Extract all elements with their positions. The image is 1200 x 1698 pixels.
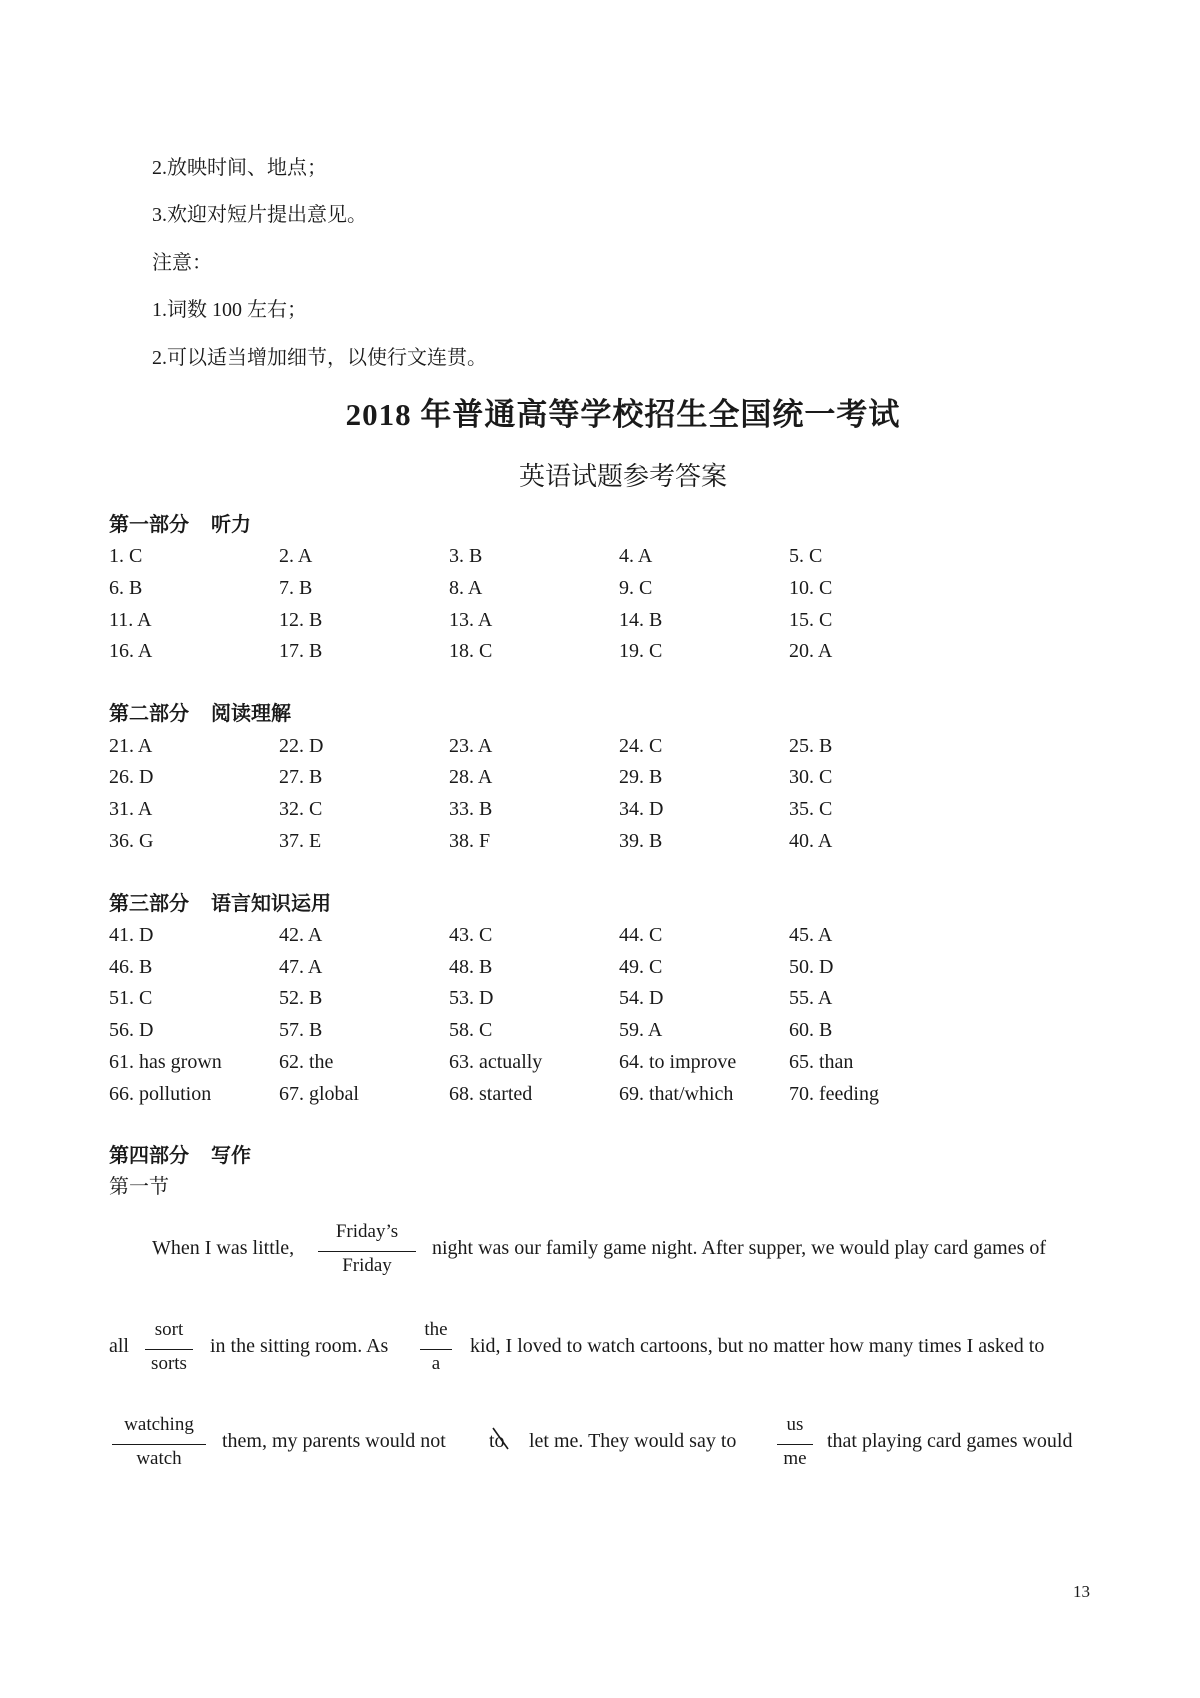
answer-item: 24. C xyxy=(619,735,663,757)
correction-replacement: sort xyxy=(154,1319,184,1340)
answer-item: 57. B xyxy=(279,1019,323,1041)
answer-item: 37. E xyxy=(279,830,322,852)
answer-item: 2. A xyxy=(279,545,313,567)
answer-item: 48. B xyxy=(449,956,493,978)
answer-item: 45. A xyxy=(789,924,833,946)
section-name: 语言知识运用 xyxy=(211,893,331,915)
answer-item: 34. D xyxy=(619,798,664,820)
answer-item: 17. B xyxy=(279,640,323,662)
subsection-label: 第一节 xyxy=(109,1176,169,1198)
answer-item: 10. C xyxy=(789,577,833,599)
correction-bar xyxy=(145,1349,193,1350)
section-part-label: 第三部分 xyxy=(109,893,189,915)
correction-original: a xyxy=(431,1353,441,1374)
answer-item: 43. C xyxy=(449,924,493,946)
instruction-line: 1.词数 100 左右； xyxy=(152,299,307,321)
section-heading-writing xyxy=(109,1144,251,1168)
answer-item: 60. B xyxy=(789,1019,833,1041)
answer-item: 16. A xyxy=(109,640,153,662)
answer-item: 7. B xyxy=(279,577,313,599)
answer-item: 26. D xyxy=(109,766,154,788)
answer-item: 25. B xyxy=(789,735,833,757)
answer-item: 14. B xyxy=(619,609,663,631)
correction-replacement: us xyxy=(786,1414,804,1435)
section-heading-language-use xyxy=(109,892,331,916)
answer-row xyxy=(0,796,1200,822)
answer-row xyxy=(0,985,1200,1011)
answer-item: 11. A xyxy=(109,609,152,631)
answer-item: 12. B xyxy=(279,609,323,631)
answer-item: 40. A xyxy=(789,830,833,852)
instruction-line: 2.可以适当增加细节，以使行文连贯。 xyxy=(152,347,487,369)
answer-row xyxy=(0,1081,1200,1107)
answer-item: 62. the xyxy=(279,1051,334,1073)
answer-item: 68. started xyxy=(449,1083,533,1105)
answer-item: 18. C xyxy=(449,640,493,662)
answer-item: 47. A xyxy=(279,956,323,978)
answer-row xyxy=(0,764,1200,790)
correction-bar xyxy=(777,1444,813,1445)
answer-row xyxy=(0,954,1200,980)
answer-item: 65. than xyxy=(789,1051,854,1073)
answer-item: 58. C xyxy=(449,1019,493,1041)
exam-title: 2018 年普通高等学校招生全国统一考试 xyxy=(345,397,901,432)
essay-text: night was our family game night. After supper, we would play card games of xyxy=(432,1237,1047,1259)
answer-item: 38. F xyxy=(449,830,491,852)
answer-item: 42. A xyxy=(279,924,323,946)
instruction-line: 2.放映时间、地点； xyxy=(152,157,327,179)
answer-row xyxy=(0,733,1200,759)
answer-item: 54. D xyxy=(619,987,664,1009)
answer-row xyxy=(0,1017,1200,1043)
answer-item: 33. B xyxy=(449,798,493,820)
answer-item: 6. B xyxy=(109,577,143,599)
correction-bar xyxy=(318,1251,416,1252)
correction-bar xyxy=(112,1444,206,1445)
answer-row xyxy=(0,1049,1200,1075)
correction-replacement: Friday’s xyxy=(335,1221,399,1242)
answer-item: 44. C xyxy=(619,924,663,946)
answer-item: 20. A xyxy=(789,640,833,662)
answer-item: 29. B xyxy=(619,766,663,788)
correction-bar xyxy=(420,1349,452,1350)
answer-item: 59. A xyxy=(619,1019,663,1041)
essay-text: When I was little, xyxy=(152,1237,295,1259)
section-part-label: 第二部分 xyxy=(109,703,189,725)
correction-original: watch xyxy=(136,1448,182,1469)
section-heading-listening xyxy=(109,513,251,537)
answer-item: 39. B xyxy=(619,830,663,852)
answer-item: 3. B xyxy=(449,545,483,567)
answer-item: 61. has grown xyxy=(109,1051,222,1073)
section-name: 阅读理解 xyxy=(211,703,291,725)
essay-text: in the sitting room. As xyxy=(210,1335,389,1357)
strike-slash-icon xyxy=(489,1425,513,1453)
answer-item: 22. D xyxy=(279,735,324,757)
answer-item: 21. A xyxy=(109,735,153,757)
answer-item: 1. C xyxy=(109,545,143,567)
answer-item: 52. B xyxy=(279,987,323,1009)
answer-item: 63. actually xyxy=(449,1051,543,1073)
deleted-word-text: to xyxy=(489,1430,505,1452)
answer-item: 36. G xyxy=(109,830,154,852)
answer-item: 55. A xyxy=(789,987,833,1009)
answer-item: 69. that/which xyxy=(619,1083,734,1105)
page-number: 13 xyxy=(1073,1582,1090,1601)
correction-original: Friday xyxy=(342,1255,392,1276)
answer-item: 23. A xyxy=(449,735,493,757)
answer-item: 4. A xyxy=(619,545,653,567)
answer-item: 30. C xyxy=(789,766,833,788)
answer-item: 8. A xyxy=(449,577,483,599)
answer-item: 53. D xyxy=(449,987,494,1009)
answer-item: 64. to improve xyxy=(619,1051,737,1073)
essay-text: them, my parents would not xyxy=(222,1430,446,1452)
answer-row xyxy=(0,828,1200,854)
answer-item: 49. C xyxy=(619,956,663,978)
section-heading-reading xyxy=(109,702,291,726)
essay-text: let me. They would say to xyxy=(529,1430,737,1452)
answer-item: 9. C xyxy=(619,577,653,599)
answer-item: 70. feeding xyxy=(789,1083,879,1105)
answer-item: 51. C xyxy=(109,987,153,1009)
correction-original: me xyxy=(783,1448,807,1469)
section-name: 写作 xyxy=(211,1145,251,1167)
answer-item: 5. C xyxy=(789,545,823,567)
section-part-label: 第一部分 xyxy=(109,514,189,536)
answer-item: 13. A xyxy=(449,609,493,631)
answer-item: 28. A xyxy=(449,766,493,788)
answer-row xyxy=(0,543,1200,569)
answer-item: 35. C xyxy=(789,798,833,820)
answer-item: 31. A xyxy=(109,798,153,820)
essay-text: that playing card games would xyxy=(827,1430,1073,1452)
answer-item: 46. B xyxy=(109,956,153,978)
answer-item: 32. C xyxy=(279,798,323,820)
instruction-line: 3.欢迎对短片提出意见。 xyxy=(152,204,367,226)
answer-item: 50. D xyxy=(789,956,834,978)
answer-key-subtitle: 英语试题参考答案 xyxy=(518,462,727,491)
answer-item: 56. D xyxy=(109,1019,154,1041)
answer-row xyxy=(0,922,1200,948)
correction-replacement: the xyxy=(424,1319,448,1340)
essay-text: all xyxy=(109,1335,129,1357)
deleted-word xyxy=(489,1429,513,1453)
answer-item: 67. global xyxy=(279,1083,359,1105)
section-part-label: 第四部分 xyxy=(109,1145,189,1167)
answer-item: 15. C xyxy=(789,609,833,631)
correction-replacement: watching xyxy=(124,1414,194,1435)
section-name: 听力 xyxy=(211,514,251,536)
answer-item: 66. pollution xyxy=(109,1083,212,1105)
essay-text: kid, I loved to watch cartoons, but no matter how many times I asked to xyxy=(470,1335,1045,1357)
answer-row xyxy=(0,607,1200,633)
answer-row xyxy=(0,638,1200,664)
answer-row xyxy=(0,575,1200,601)
answer-item: 41. D xyxy=(109,924,154,946)
answer-item: 27. B xyxy=(279,766,323,788)
correction-original: sorts xyxy=(151,1353,187,1374)
answer-item: 19. C xyxy=(619,640,663,662)
notes-label: 注意： xyxy=(152,252,212,274)
